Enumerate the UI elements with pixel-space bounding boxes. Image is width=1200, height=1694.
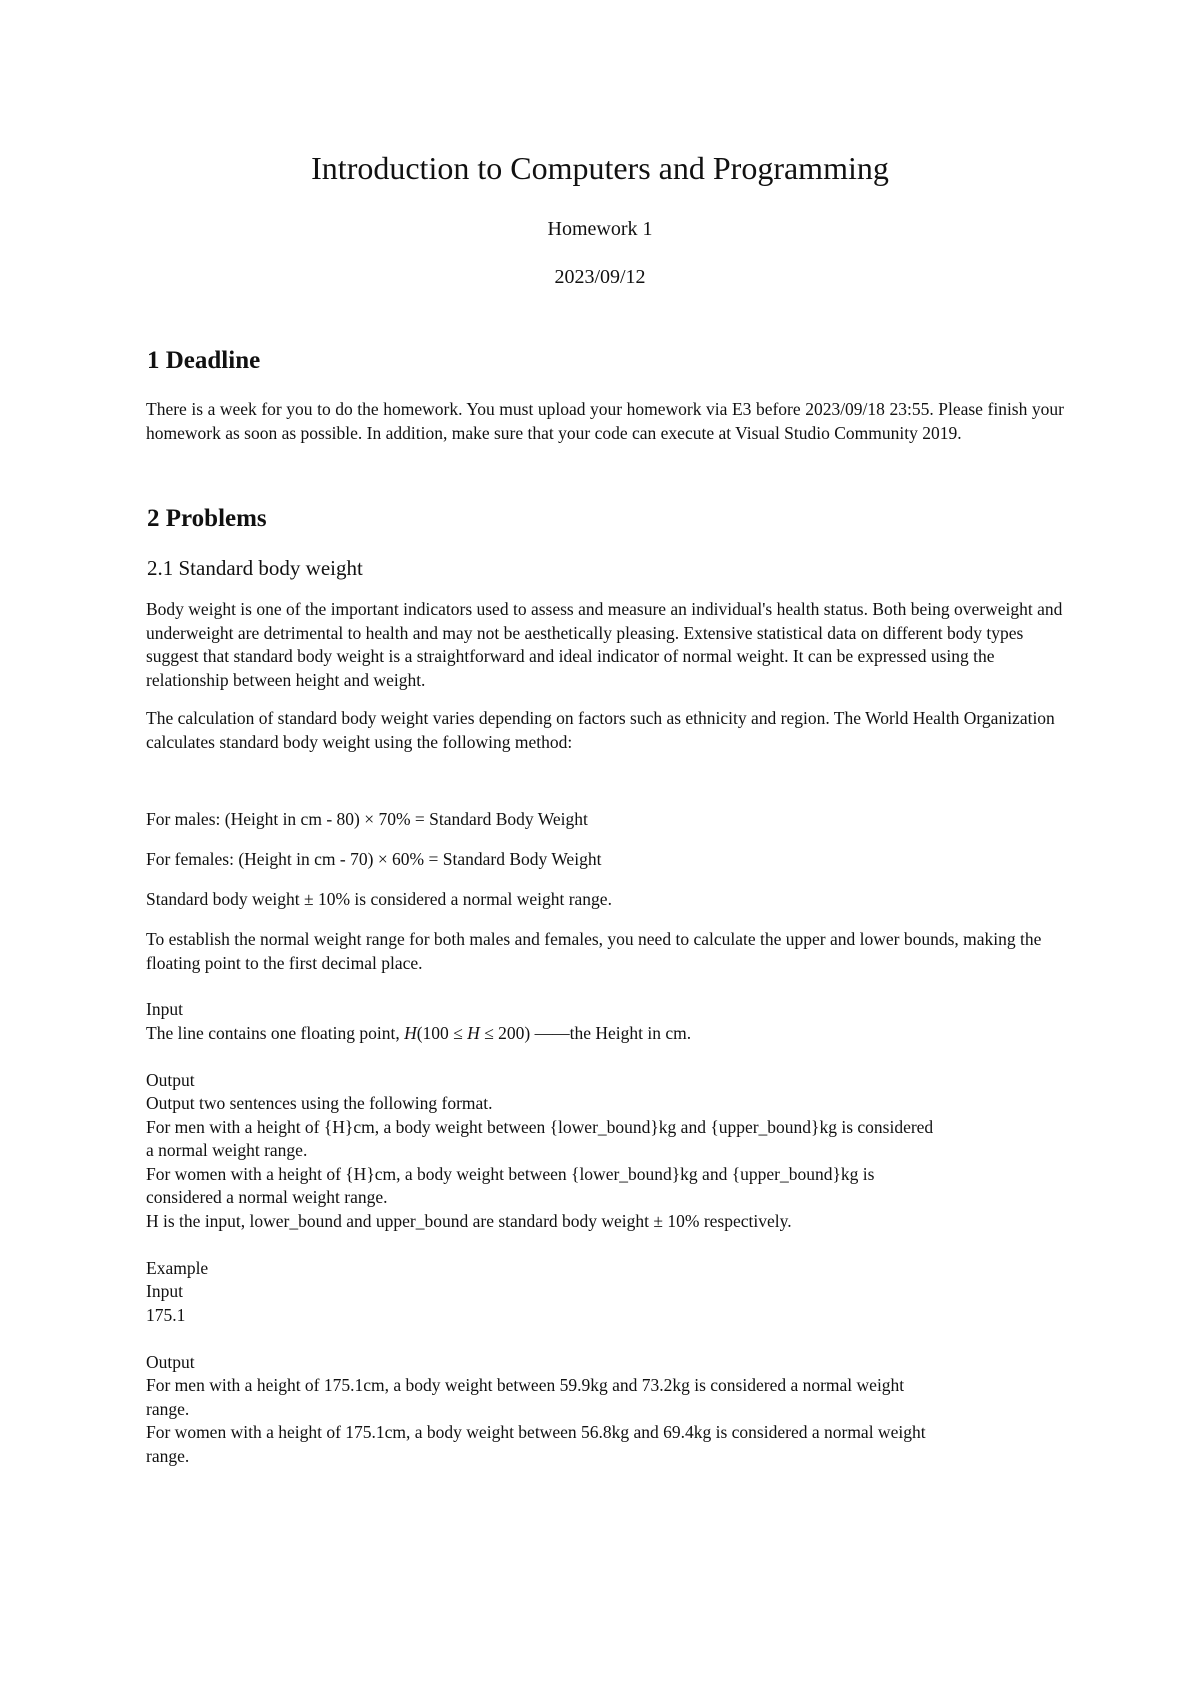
example-output-line: For women with a height of 175.1cm, a body weight between 56.8kg and 69.4kg is considered a normal weight	[146, 1422, 926, 1442]
normal-range-text: Standard body weight ± 10% is considered a normal weight range.	[146, 889, 612, 909]
variable-h: H	[404, 1022, 417, 1043]
example-output-line: For men with a height of 175.1cm, a body weight between 59.9kg and 73.2kg is considered a normal weight	[146, 1375, 905, 1395]
subsection-heading-standard-body-weight: 2.1 Standard body weight	[147, 556, 363, 580]
output-line: considered a normal weight range.	[146, 1187, 388, 1207]
output-label: Output	[146, 1069, 195, 1090]
example-label: Example	[146, 1257, 209, 1278]
intro-paragraph-1: Body weight is one of the important indicators used to assess and measure an individual's health status. Both being overweight and underweight are detrimental to health and may not be aesthetically pleasing. Extensive statistical data on different body types suggest that standard body weight is a straightforward and ideal indicator of normal weight. It can be expressed using the relationship between height and weight.	[146, 599, 1063, 690]
output-line: H is the input, lower_bound and upper_bound are standard body weight ± 10% respectively.	[146, 1210, 792, 1231]
example-output-line: range.	[146, 1398, 190, 1419]
output-line: a normal weight range.	[146, 1140, 308, 1160]
task-paragraph: To establish the normal weight range for both males and females, you need to calculate the upper and lower bounds, making the floating point to the first decimal place.	[146, 929, 1042, 973]
formula-males: For males: (Height in cm - 80) × 70% = Standard Body Weight	[146, 809, 588, 829]
section-heading-problems: 2 Problems	[147, 505, 267, 532]
homework-number: Homework 1	[547, 218, 653, 240]
document-title: Introduction to Computers and Programming	[311, 150, 889, 186]
output-line: For men with a height of {H}cm, a body weight between {lower_bound}kg and {upper_bound}kg is considered	[146, 1116, 934, 1137]
deadline-paragraph: There is a week for you to do the homework. You must upload your homework via E3 before 2023/09/18 23:55. Please finish your homework as soon as possible. In addition, make sure that your code can execute at Visual Studio Community 2019.	[146, 399, 1064, 443]
io-block	[146, 998, 1064, 1468]
example-output-label: Output	[146, 1351, 195, 1372]
example-input-label: Input	[146, 1281, 183, 1301]
formula-females: For females: (Height in cm - 70) × 60% = Standard Body Weight	[146, 849, 602, 869]
output-line: For women with a height of {H}cm, a body weight between {lower_bound}kg and {upper_bound}kg is	[146, 1163, 875, 1184]
input-description: The line contains one floating point, H(100 ≤ H ≤ 200) ——the Height in cm.	[146, 1022, 692, 1043]
document-date: 2023/09/12	[554, 266, 646, 288]
example-input-value: 175.1	[146, 1304, 186, 1325]
input-label: Input	[146, 999, 183, 1019]
variable-h: H	[467, 1022, 480, 1043]
section-heading-deadline: 1 Deadline	[147, 347, 261, 374]
intro-paragraph-2: The calculation of standard body weight varies depending on factors such as ethnicity and region. The World Health Organization calculates standard body weight using the following method:	[146, 708, 1055, 752]
output-line: Output two sentences using the following format.	[146, 1093, 493, 1113]
example-output-line: range.	[146, 1445, 190, 1466]
